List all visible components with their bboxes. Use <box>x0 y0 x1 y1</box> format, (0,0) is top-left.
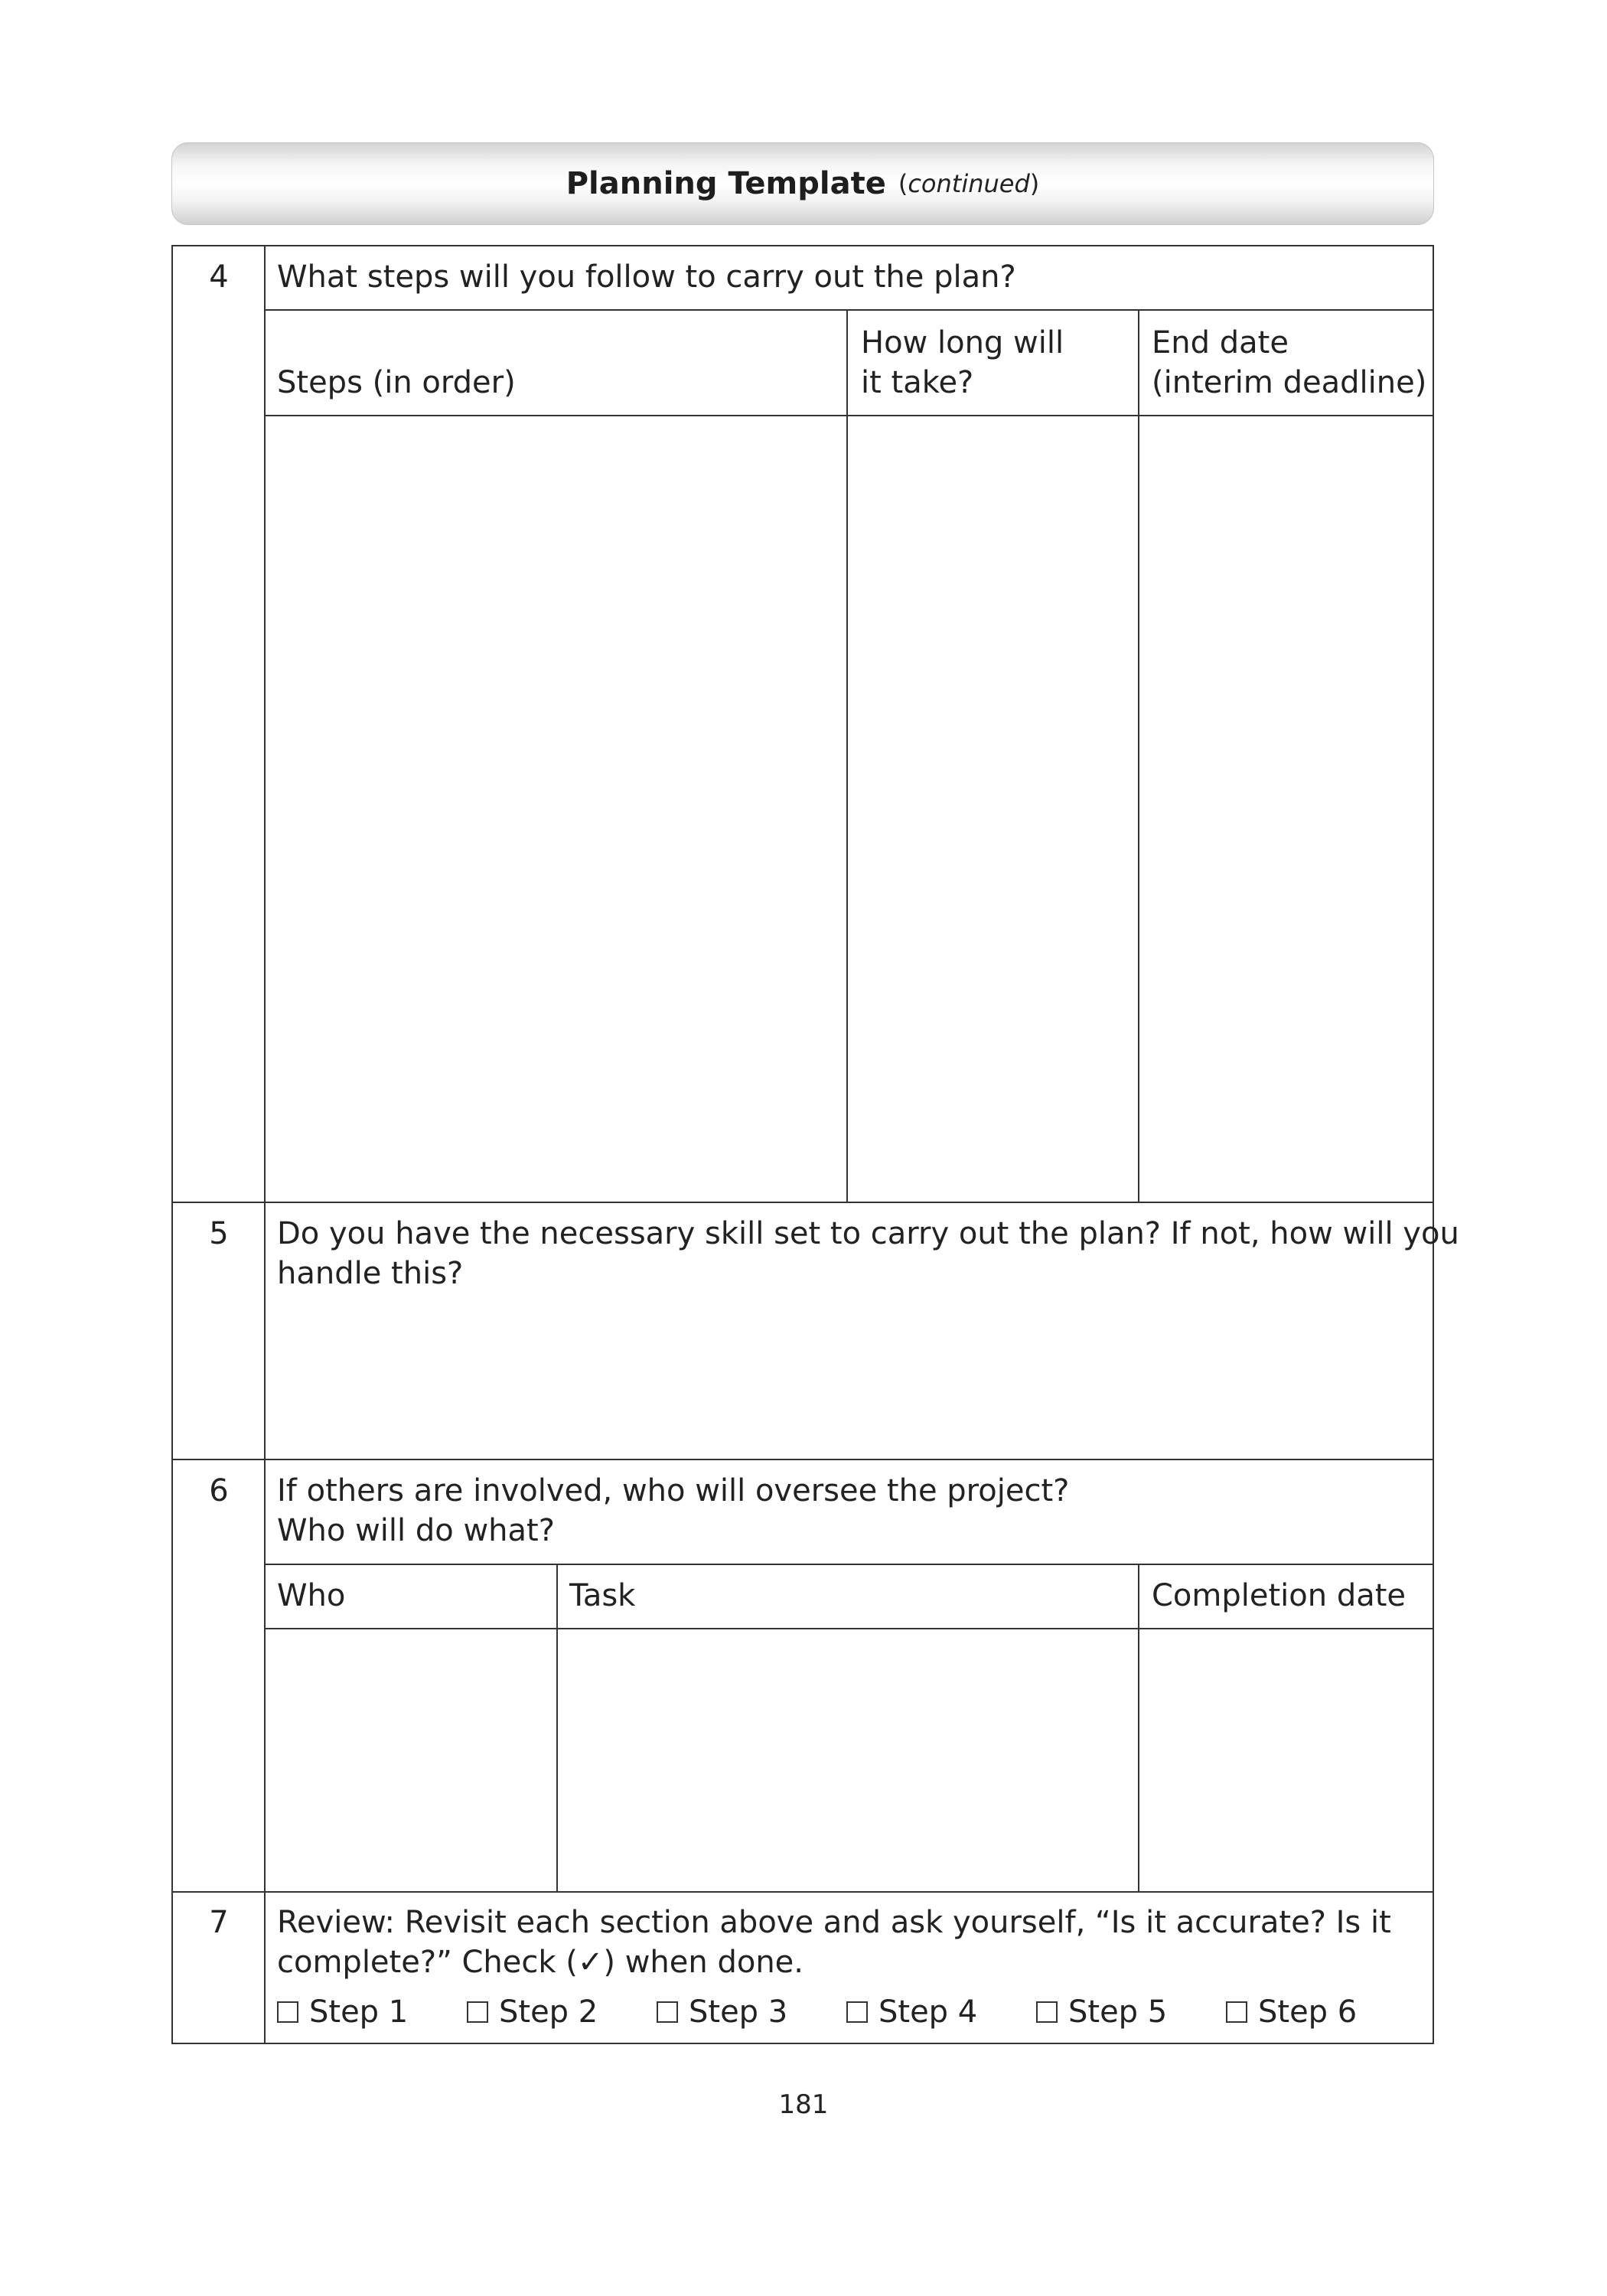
steps-column-header: Steps (in order) <box>277 365 516 400</box>
checkbox-label: Step 4 <box>878 1994 978 2030</box>
page-banner <box>171 142 1434 225</box>
completion-date-column-header: Completion date <box>1152 1578 1407 1613</box>
step-4-checkbox[interactable] <box>846 1992 977 2032</box>
page-subtitle-text: continued <box>908 169 1030 198</box>
s4-s5-divider <box>171 1202 1434 1203</box>
s4-question-divider <box>264 309 1434 311</box>
how-long-header-line2: it take? <box>861 365 974 400</box>
section-5-number: 5 <box>209 1216 229 1251</box>
checkbox-label: Step 1 <box>309 1994 409 2030</box>
who-column-header: Who <box>277 1578 346 1613</box>
steps-input-area[interactable] <box>266 416 846 1202</box>
who-input-area[interactable] <box>266 1629 556 1891</box>
section-4-question: What steps will you follow to carry out the plan? <box>277 259 1016 295</box>
task-column-header: Task <box>569 1578 636 1613</box>
end-date-header-line1: End date <box>1152 325 1289 360</box>
section-4-number: 4 <box>209 259 229 295</box>
section-7-number: 7 <box>209 1905 229 1940</box>
checkbox-label: Step 3 <box>689 1994 788 2030</box>
checkbox-icon <box>1036 2001 1058 2023</box>
checkbox-label: Step 6 <box>1258 1994 1358 2030</box>
step-3-checkbox[interactable] <box>657 1992 787 2032</box>
checkbox-icon <box>1226 2001 1247 2023</box>
end-date-header-line2: (interim deadline) <box>1152 365 1427 400</box>
end-date-input-area[interactable] <box>1139 416 1433 1202</box>
page-number: 181 <box>778 2089 829 2120</box>
table-border-bottom <box>171 2043 1434 2044</box>
table-border-left <box>171 245 173 2044</box>
step-2-checkbox[interactable] <box>467 1992 598 2032</box>
section-5-question-line1: Do you have the necessary skill set to carry out the plan? If not, how will you <box>277 1216 1459 1251</box>
task-input-area[interactable] <box>558 1629 1138 1891</box>
section-6-question-line2: Who will do what? <box>277 1513 555 1548</box>
checkbox-label: Step 5 <box>1068 1994 1168 2030</box>
checkbox-icon <box>846 2001 868 2023</box>
section-6-number: 6 <box>209 1473 229 1508</box>
checkbox-icon <box>277 2001 298 2023</box>
section-5-question-line2: handle this? <box>277 1256 464 1291</box>
checkbox-icon <box>467 2001 488 2023</box>
table-border-top <box>171 245 1434 246</box>
section-7-text-line2: complete?” Check (✓) when done. <box>277 1945 804 1980</box>
s6-question-divider <box>264 1564 1434 1565</box>
page-title: Planning Template <box>566 166 886 201</box>
s6-s7-divider <box>171 1891 1434 1893</box>
step-6-checkbox[interactable] <box>1226 1992 1357 2032</box>
checkbox-label: Step 2 <box>499 1994 598 2030</box>
section-6-question-line1: If others are involved, who will oversee the project? <box>277 1473 1070 1508</box>
skill-set-answer-area[interactable] <box>266 1295 1433 1459</box>
how-long-input-area[interactable] <box>848 416 1138 1202</box>
completion-date-input-area[interactable] <box>1139 1629 1433 1891</box>
s5-s6-divider <box>171 1459 1434 1460</box>
table-border-right <box>1433 245 1434 2044</box>
step-1-checkbox[interactable] <box>277 1992 408 2032</box>
checkbox-icon <box>657 2001 678 2023</box>
how-long-header-line1: How long will <box>861 325 1064 360</box>
section-7-text-line1: Review: Revisit each section above and ask yourself, “Is it accurate? Is it <box>277 1905 1391 1940</box>
step-5-checkbox[interactable] <box>1036 1992 1167 2032</box>
page-subtitle: (continued) <box>898 169 1040 198</box>
